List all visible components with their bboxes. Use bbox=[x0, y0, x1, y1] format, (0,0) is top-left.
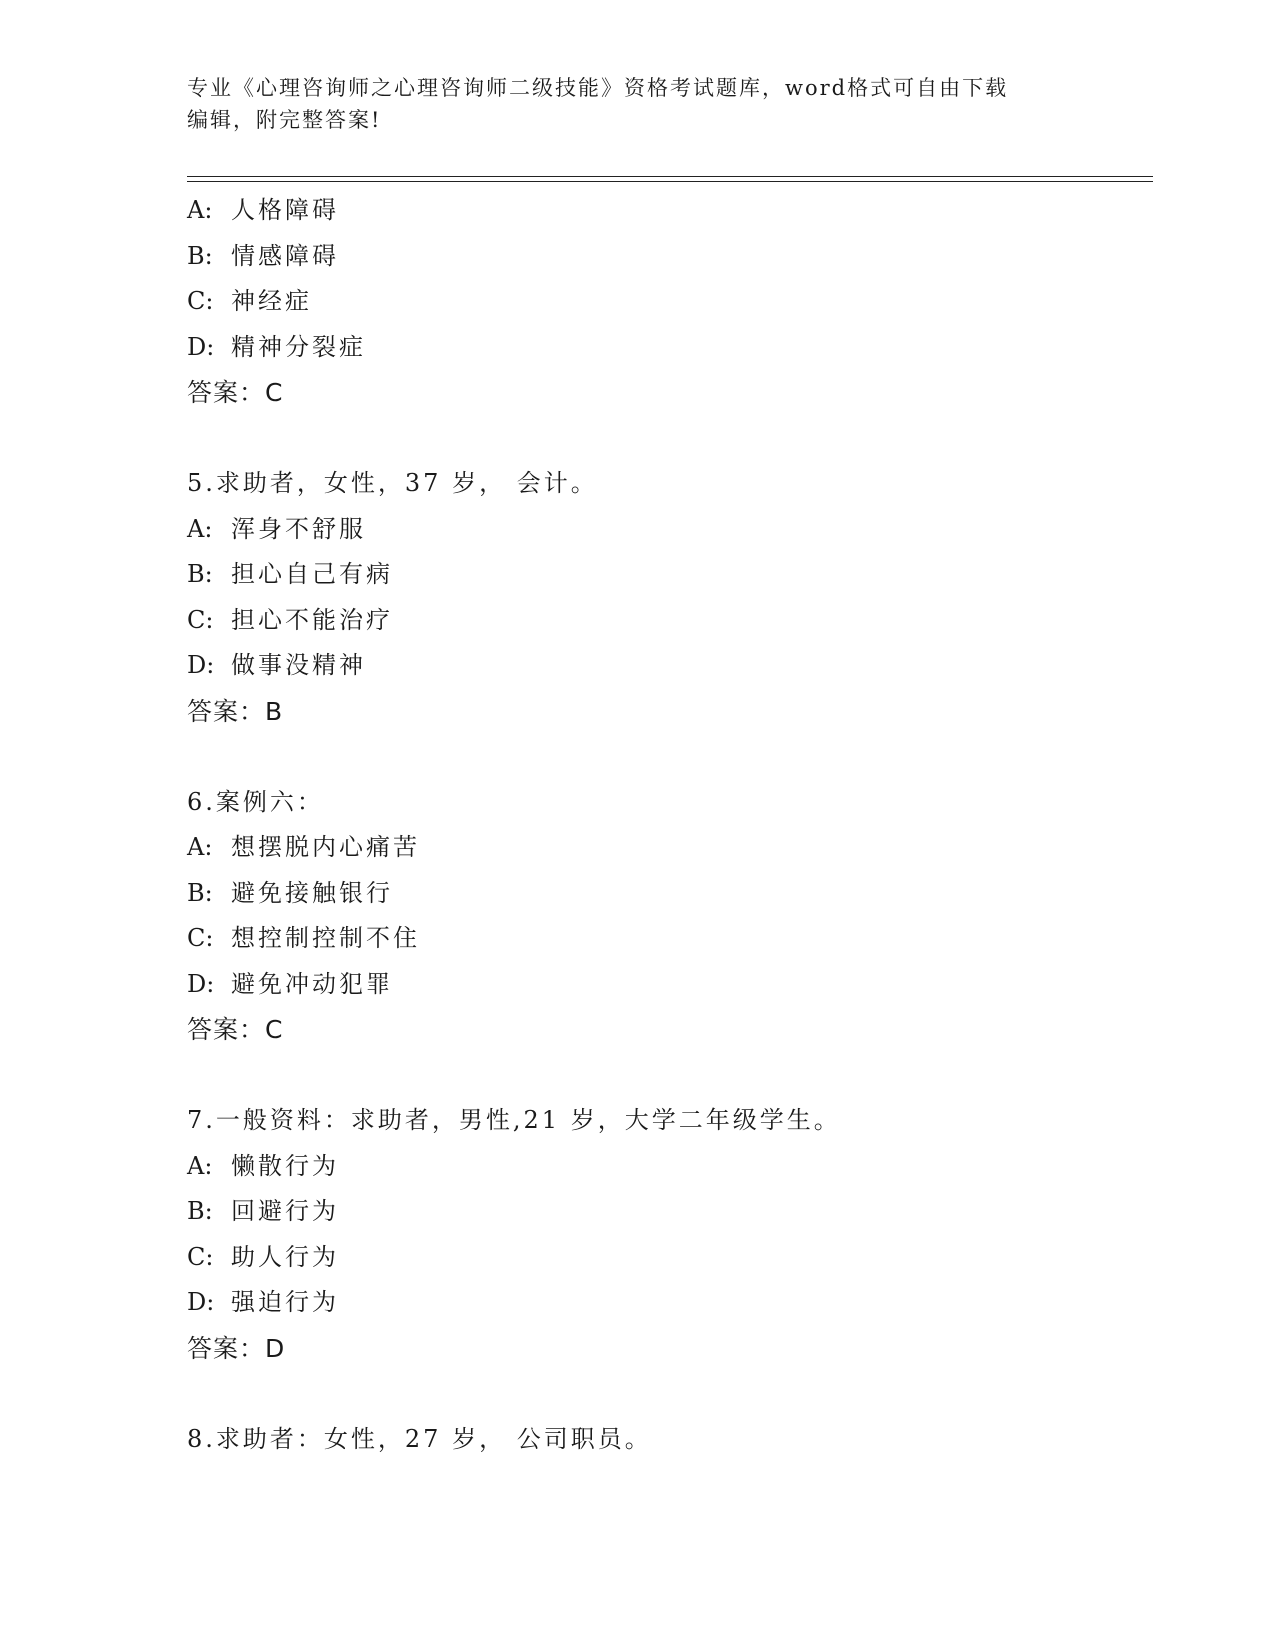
question-stem: 6.案例六： bbox=[187, 787, 324, 816]
option-key: B: bbox=[187, 1197, 213, 1225]
option-b bbox=[187, 1189, 1153, 1235]
answer-line: 答案：B bbox=[187, 696, 284, 726]
option-text: 担心自己有病 bbox=[231, 560, 393, 588]
answer-line: 答案：C bbox=[187, 1015, 284, 1044]
option-key: C: bbox=[187, 287, 214, 315]
option-key: B: bbox=[187, 241, 213, 270]
option-key: D: bbox=[187, 1288, 215, 1316]
option-text: 想控制控制不住 bbox=[231, 924, 420, 952]
option-text: 神经症 bbox=[231, 287, 312, 315]
question-block bbox=[187, 780, 1153, 1053]
option-text: 强迫行为 bbox=[231, 1288, 339, 1316]
answer-line: 答案：D bbox=[187, 1333, 286, 1363]
option-b bbox=[187, 871, 1153, 917]
header-divider-bottom bbox=[187, 181, 1153, 182]
option-key: C: bbox=[187, 1242, 214, 1271]
question-list bbox=[187, 188, 1153, 1462]
option-key: C: bbox=[187, 605, 214, 634]
option-text: 想摆脱内心痛苦 bbox=[231, 833, 420, 861]
option-key: B: bbox=[187, 878, 213, 907]
question-stem: 5.求助者，女性，37 岁， 会计。 bbox=[187, 469, 598, 497]
option-text: 做事没精神 bbox=[231, 651, 366, 679]
block-spacer bbox=[187, 734, 1153, 780]
question-block bbox=[187, 461, 1153, 734]
option-key: A: bbox=[187, 514, 213, 543]
option-text: 人格障碍 bbox=[231, 196, 339, 224]
option-a bbox=[187, 507, 1153, 553]
option-text: 懒散行为 bbox=[231, 1151, 339, 1180]
document-header bbox=[187, 72, 1087, 136]
option-text: 回避行为 bbox=[231, 1197, 339, 1225]
option-a bbox=[187, 825, 1153, 871]
question-stem: 8.求助者：女性，27 岁， 公司职员。 bbox=[187, 1424, 652, 1453]
option-text: 精神分裂症 bbox=[231, 332, 366, 361]
option-text: 浑身不舒服 bbox=[231, 514, 366, 543]
header-line-1: 专业《心理咨询师之心理咨询师二级技能》资格考试题库，word格式可自由下载 bbox=[187, 76, 1009, 100]
option-text: 情感障碍 bbox=[231, 241, 339, 270]
option-a bbox=[187, 188, 1153, 234]
option-key: C: bbox=[187, 924, 214, 952]
question-block bbox=[187, 188, 1153, 416]
option-key: D: bbox=[187, 651, 215, 679]
option-d bbox=[187, 1280, 1153, 1326]
option-text: 避免接触银行 bbox=[231, 878, 393, 907]
question-block bbox=[187, 1417, 1153, 1463]
answer-line: 答案：C bbox=[187, 378, 284, 407]
option-text: 担心不能治疗 bbox=[231, 605, 393, 634]
option-d bbox=[187, 962, 1153, 1008]
block-spacer bbox=[187, 1053, 1153, 1099]
block-spacer bbox=[187, 416, 1153, 462]
option-c bbox=[187, 598, 1153, 644]
option-a bbox=[187, 1144, 1153, 1190]
option-c bbox=[187, 1235, 1153, 1281]
option-key: A: bbox=[187, 833, 213, 861]
option-text: 避免冲动犯罪 bbox=[231, 969, 393, 998]
option-b bbox=[187, 552, 1153, 598]
option-key: D: bbox=[187, 969, 215, 998]
option-d bbox=[187, 643, 1153, 689]
option-b bbox=[187, 234, 1153, 280]
question-stem: 7.一般资料：求助者，男性,21 岁，大学二年级学生。 bbox=[187, 1106, 841, 1134]
option-key: A: bbox=[187, 1151, 213, 1180]
block-spacer bbox=[187, 1371, 1153, 1417]
option-key: B: bbox=[187, 560, 213, 588]
option-text: 助人行为 bbox=[231, 1242, 339, 1271]
option-d bbox=[187, 325, 1153, 371]
option-c bbox=[187, 279, 1153, 325]
option-c bbox=[187, 916, 1153, 962]
question-block bbox=[187, 1098, 1153, 1371]
option-key: A: bbox=[187, 196, 213, 224]
header-line-2: 编辑，附完整答案! bbox=[187, 108, 382, 132]
header-divider-top bbox=[187, 176, 1153, 177]
option-key: D: bbox=[187, 332, 215, 361]
